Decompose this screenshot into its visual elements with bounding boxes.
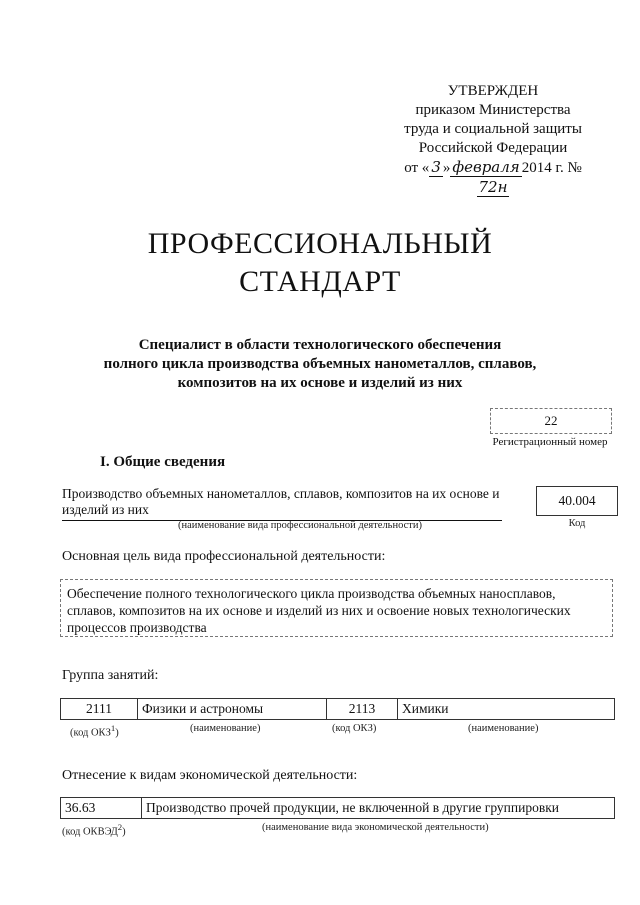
economic-activity-table bbox=[60, 797, 615, 819]
approval-block bbox=[398, 82, 588, 198]
occupation-group-label: Группа занятий: bbox=[62, 668, 159, 683]
subtitle-line-3: композитов на их основе и изделий из них bbox=[177, 375, 463, 391]
occupation-name-cell: Физики и астрономы bbox=[138, 699, 327, 720]
approval-line-4: Российской Федерации bbox=[418, 140, 568, 156]
goal-label: Основная цель вида профессиональной деятельности: bbox=[62, 549, 386, 564]
section-title: I. Общие сведения bbox=[100, 454, 226, 470]
okved-caption bbox=[62, 822, 126, 838]
activity-name: Производство объемных нанометаллов, сплавов, композитов на их основе и изделий из них bbox=[62, 486, 502, 521]
subtitle-line-2: полного цикла производства объемных нанометаллов, сплавов, bbox=[103, 356, 537, 372]
goal-box bbox=[60, 579, 613, 637]
date-year: 2014 г. № bbox=[521, 160, 582, 176]
approval-heading: УТВЕРЖДЕН bbox=[447, 83, 539, 99]
table-row bbox=[61, 798, 615, 819]
title-line-1: ПРОФЕССИОНАЛЬНЫЙ bbox=[147, 227, 493, 260]
okved-code-cell: 36.63 bbox=[61, 798, 142, 819]
activity-code-caption: Код bbox=[568, 518, 586, 529]
okved-caption-text: (код ОКВЭД bbox=[62, 826, 118, 838]
order-number: 72н bbox=[478, 178, 508, 196]
okz-code-caption bbox=[70, 723, 119, 739]
economic-name-caption: (наименование вида экономической деятельности) bbox=[262, 822, 489, 833]
name-caption-2: (наименование) bbox=[468, 723, 539, 734]
occupation-name-cell: Химики bbox=[398, 699, 615, 720]
occupation-table bbox=[60, 698, 615, 720]
okz-caption-close: ) bbox=[115, 727, 119, 739]
activity-caption: (наименование вида профессиональной деятельности) bbox=[178, 520, 422, 531]
subtitle-line-1: Специалист в области технологического обеспечения bbox=[138, 337, 502, 353]
title-line-2: СТАНДАРТ bbox=[239, 265, 401, 298]
footnote-ref: 2 bbox=[117, 822, 123, 832]
name-caption: (наименование) bbox=[190, 723, 261, 734]
standard-subtitle bbox=[60, 336, 580, 393]
document-title bbox=[0, 225, 640, 301]
date-month: февраля bbox=[452, 158, 520, 176]
okz-code-cell: 2111 bbox=[61, 699, 138, 720]
date-day: 3 bbox=[431, 158, 441, 176]
date-prefix: от « bbox=[404, 160, 430, 176]
approval-line-2: приказом Министерства bbox=[415, 102, 571, 118]
table-row bbox=[61, 699, 615, 720]
activity-code-box bbox=[536, 486, 618, 516]
registration-number-box bbox=[490, 408, 612, 434]
registration-label: Регистрационный номер bbox=[492, 436, 608, 448]
approval-line-3: труда и социальной защиты bbox=[404, 121, 582, 137]
activity-code: 40.004 bbox=[558, 493, 596, 508]
economic-activity-name-cell: Производство прочей продукции, не включенной в другие группировки bbox=[142, 798, 615, 819]
okz-caption-text: (код ОКЗ bbox=[70, 727, 111, 739]
date-quote-close: » bbox=[442, 160, 451, 176]
okved-caption-close: ) bbox=[122, 826, 126, 838]
okz-code-caption-2: (код ОКЗ) bbox=[332, 723, 377, 734]
goal-text: Обеспечение полного технологического цикла производства объемных наносплавов, сплавов, композитов на их основе и изделий из них и освоение новых технологических процессов производства bbox=[67, 586, 571, 635]
economic-activity-label: Отнесение к видам экономической деятельности: bbox=[62, 768, 358, 783]
footnote-ref: 1 bbox=[110, 723, 116, 733]
registration-number: 22 bbox=[544, 413, 558, 428]
approval-date-line bbox=[398, 158, 588, 198]
okz-code-cell: 2113 bbox=[327, 699, 398, 720]
